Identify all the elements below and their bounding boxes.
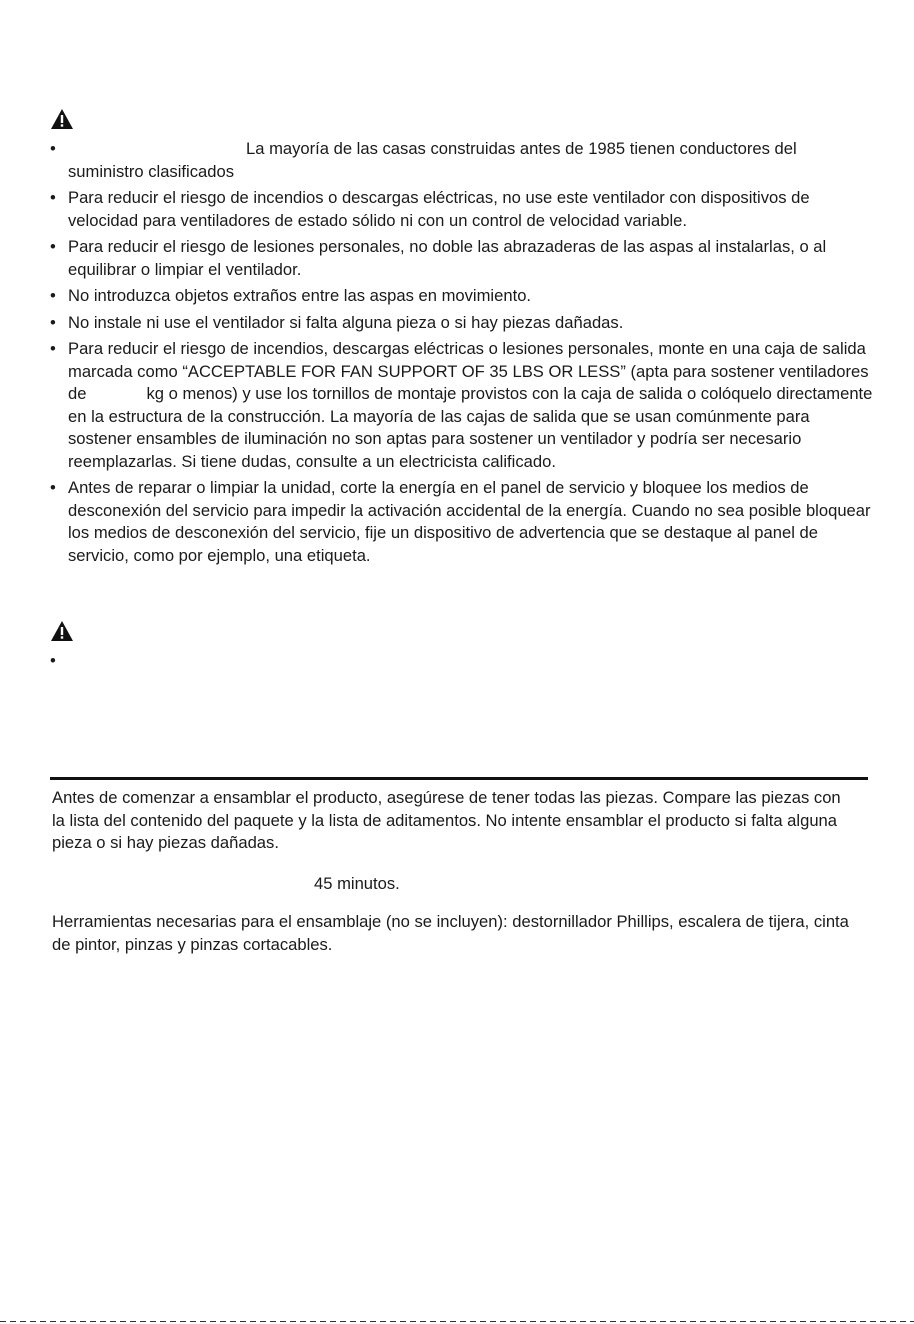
warning-item: [0, 285, 914, 308]
warning-item: [0, 236, 914, 281]
warning-list: [0, 138, 914, 571]
bullet: •: [50, 312, 56, 332]
warning-item: [0, 312, 914, 335]
warning-item: [0, 138, 914, 183]
warning-item-text: La mayoría de las casas construidas antes de 1985 tienen conductores del suministro clasificados: [68, 139, 797, 181]
bullet: •: [50, 339, 56, 358]
page-bottom-edge: [0, 1321, 914, 1322]
bullet: •: [50, 478, 56, 497]
warning-item-text: Para reducir el riesgo de incendios, descargas eléctricas o lesiones personales, monte en una caja de salida marcada como “ACCEPTABLE FOR FAN SUPPORT OF 35 LBS OR LESS” (apta para sostener ventiladores de: [68, 339, 869, 403]
warning-item: [0, 477, 914, 567]
warning-item-text: No instale ni use el ventilador si falta alguna pieza o si hay piezas dañadas.: [68, 312, 624, 332]
warning-item-text: No introduzca objetos extraños entre las aspas en movimiento.: [68, 286, 532, 305]
bullet: •: [50, 188, 56, 207]
warning-item-text: Para reducir el riesgo de incendios o descargas eléctricas, no use este ventilador con dispositivos de velocidad para ventiladores de estado sólido ni con un control de velocidad variable.: [68, 188, 810, 230]
warning-item-text: kg o menos) y use los tornillos de montaje provistos con la caja de salida o colóquelo directamente en la estructura de la construcción. La mayoría de las cajas de salida que se usan comúnmente para sostener ensambles de iluminación no son aptas para sostener un ventilador y podría ser necesario reemplazarlas. Si tiene dudas, consulte a un electricista calificado.: [68, 384, 873, 471]
warning-item: [0, 338, 914, 473]
tools-required: Herramientas necesarias para el ensamblaje (no se incluyen): destornillador Phillips, escalera de tijera, cinta de pintor, pinzas y pinzas cortacables.: [52, 912, 849, 954]
assembly-time: [52, 873, 852, 896]
preparation-intro: Antes de comenzar a ensamblar el producto, asegúrese de tener todas las piezas. Compare las piezas con la lista del contenido del paquete y la lista de aditamentos. No intente ensamblar el producto si falta alguna pieza o si hay piezas dañadas.: [52, 788, 841, 852]
warning-triangle-icon: [50, 620, 74, 642]
bullet: •: [50, 139, 56, 158]
warning-item-text: Para reducir el riesgo de lesiones personales, no doble las abrazaderas de las aspas al instalarlas, o al equilibrar o limpiar el ventilador.: [68, 237, 827, 279]
bullet: •: [50, 651, 56, 670]
warning-item: [0, 187, 914, 232]
bullet: •: [50, 237, 56, 256]
assembly-time-value: 45 minutos.: [314, 874, 400, 893]
bullet: •: [50, 286, 56, 305]
warning-item-text: Antes de reparar o limpiar la unidad, corte la energía en el panel de servicio y bloquee los medios de desconexión del servicio para impedir la activación accidental de la energía. Cuando no sea posible bloquear los medios de desconexión del servicio, fije un dispositivo de advertencia que se destaque al panel de servicio, como por ejemplo, una etiqueta.: [68, 478, 871, 565]
section-divider: [50, 777, 868, 780]
caution-list: [0, 650, 914, 670]
warning-triangle-icon: [50, 108, 74, 130]
